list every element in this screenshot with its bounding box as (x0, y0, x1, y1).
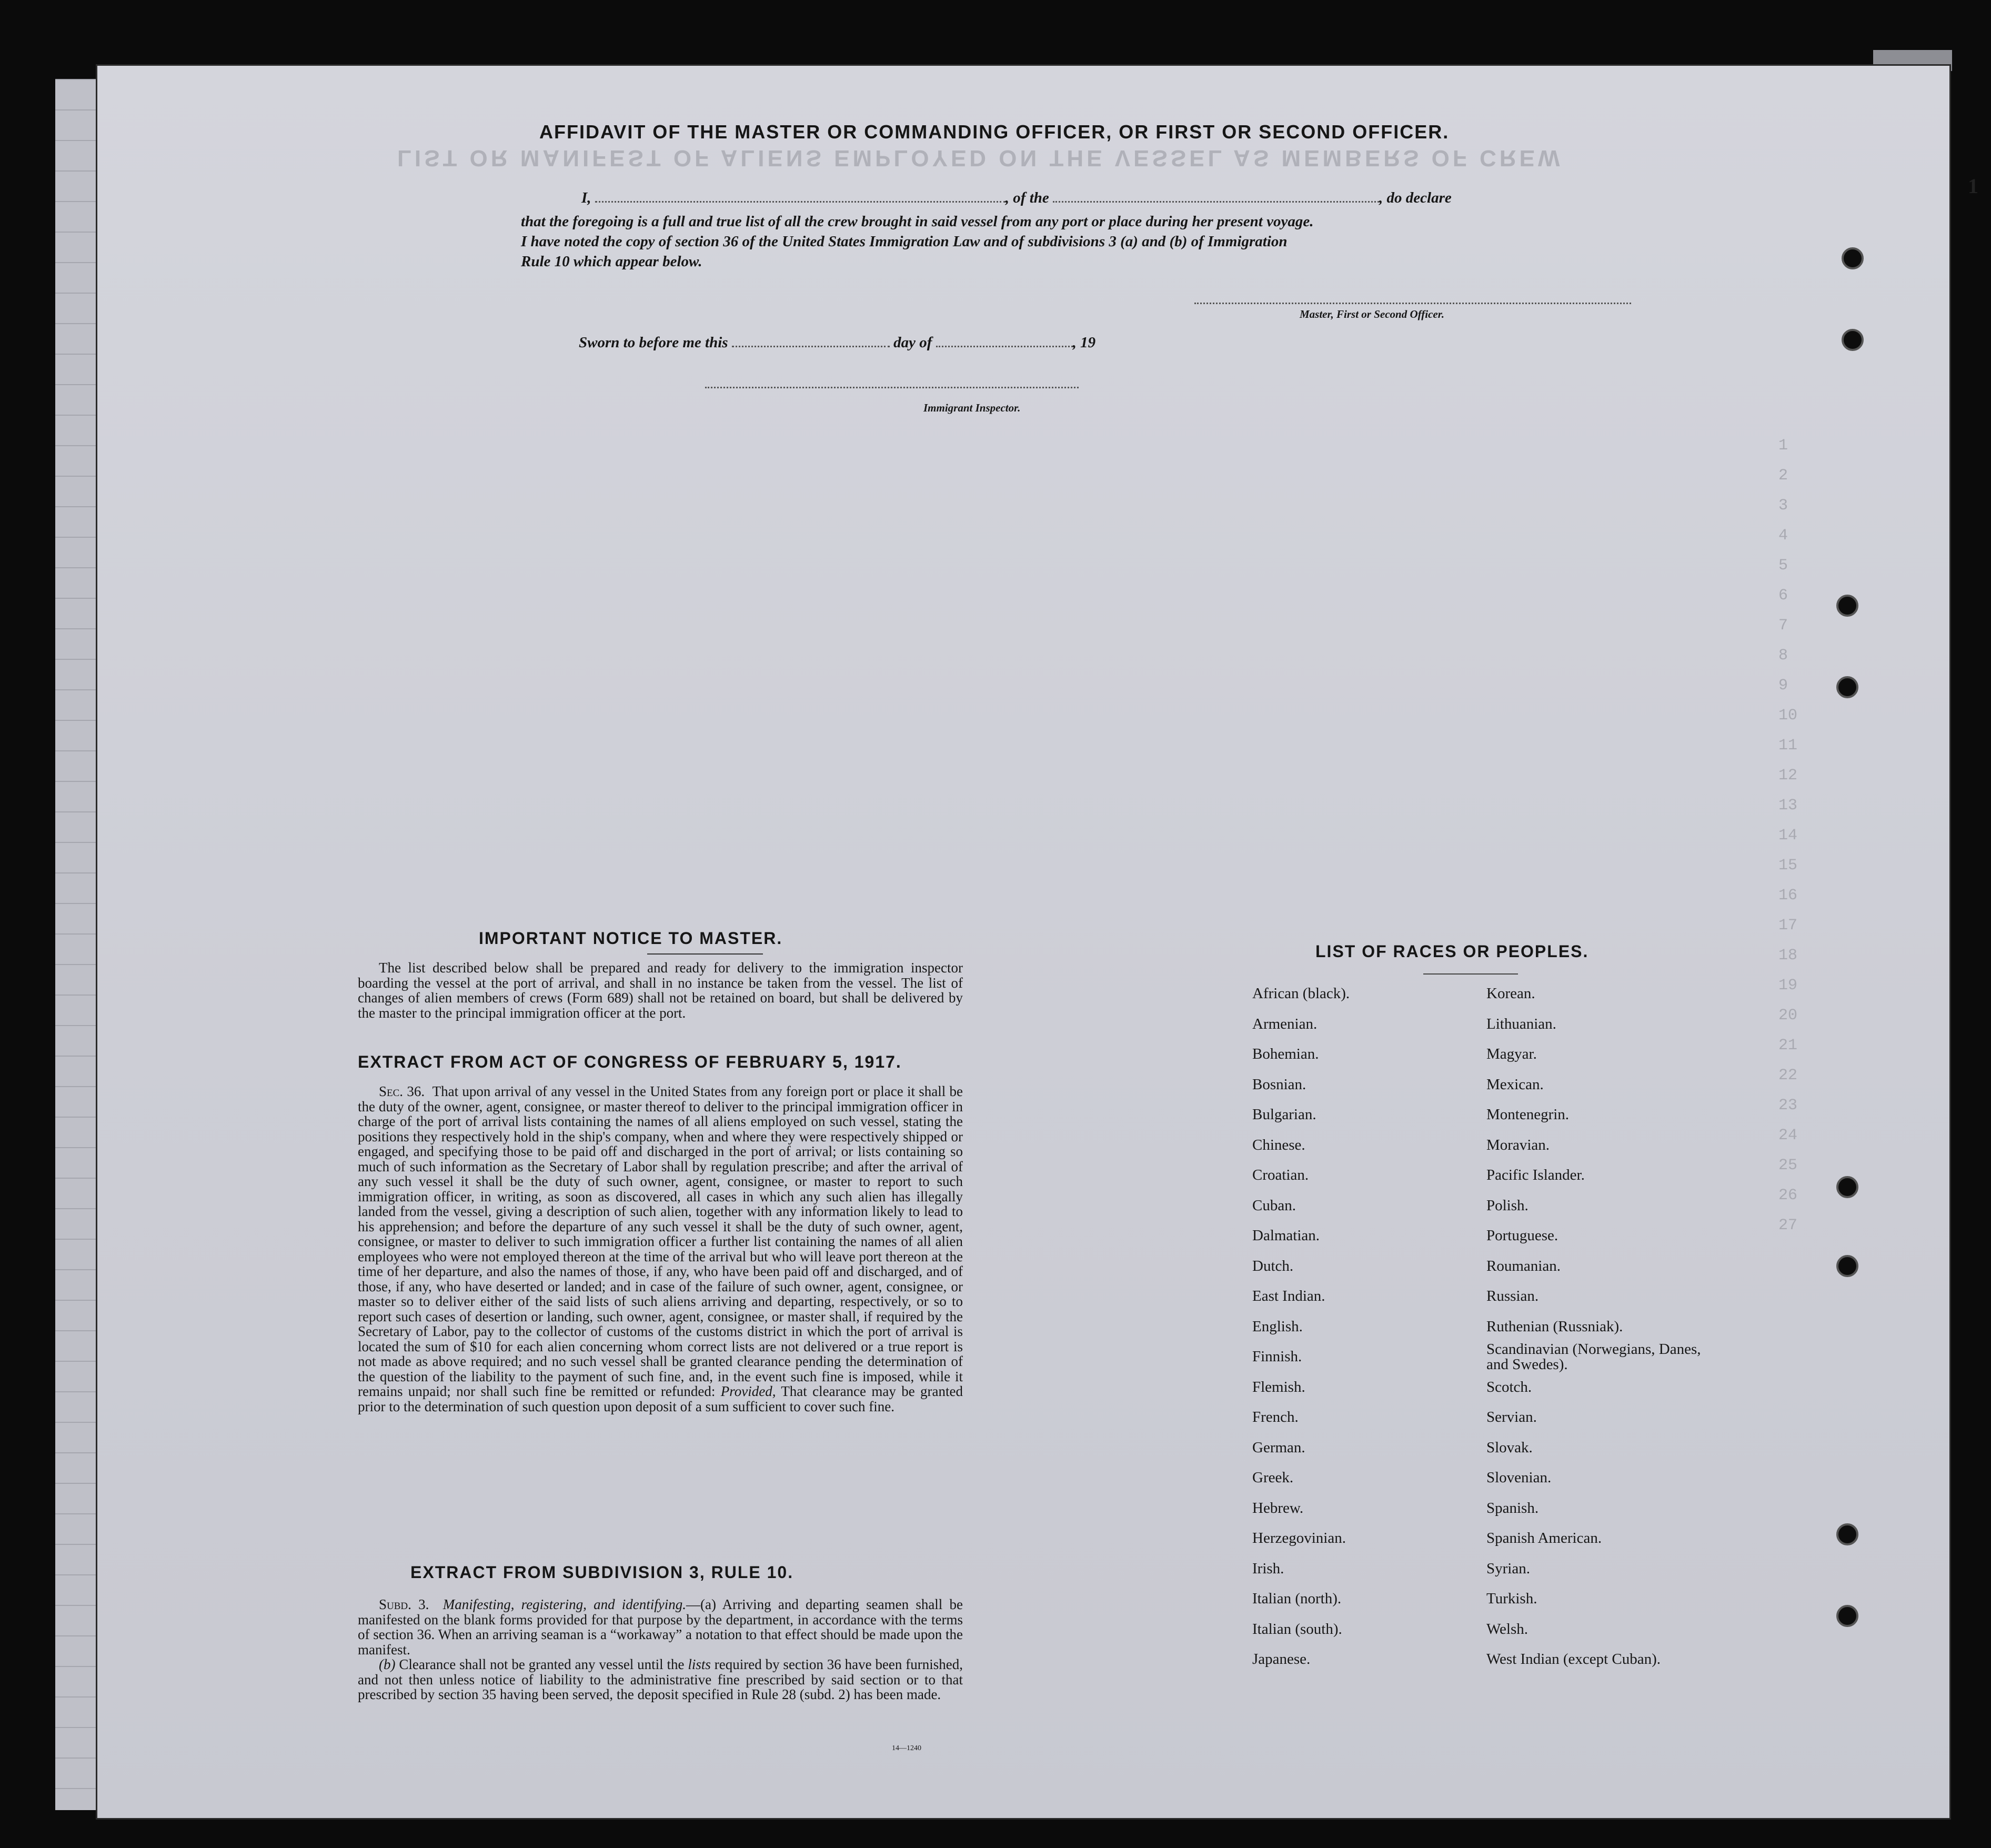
bleed-through-row-number: 24 (1778, 1127, 1798, 1144)
race-item: West Indian (except Cuban). (1486, 1651, 1661, 1668)
race-item: Spanish American. (1486, 1530, 1602, 1546)
extract-rule-text (358, 1597, 963, 1702)
affidavit-title: AFFIDAVIT OF THE MASTER OR COMMANDING OFFICER, OR FIRST OR SECOND OFFICER. (539, 121, 1450, 143)
sworn-month-blank[interactable] (936, 346, 1073, 347)
race-item: Lithuanian. (1486, 1015, 1556, 1032)
affidavit-line-3: I have noted the copy of section 36 of the United States Immigration Law and of subdivisions 3 (a) and (b) of Immigration (521, 233, 1288, 250)
subd-b-text-2: required by section 36 have been furnished, and not then unless notice of liability to the administrative fine prescribed by said section or to that prescribed by section 35 having been served, the deposit specified in Rule 28 (subd. 2) has been made. (358, 1656, 963, 1702)
bleed-through-row-number: 21 (1778, 1037, 1798, 1054)
master-signature-line[interactable] (1194, 303, 1631, 304)
races-underline (1423, 973, 1518, 975)
race-item: Spanish. (1486, 1499, 1539, 1516)
bleed-through-row-number: 1 (1778, 437, 1788, 455)
sworn-day-blank[interactable] (732, 346, 890, 347)
subd-label: Subd. 3. (379, 1596, 429, 1612)
extract-act-title: EXTRACT FROM ACT OF CONGRESS OF FEBRUARY 5, 1917. (358, 1052, 902, 1071)
extract-act-text (358, 1084, 963, 1414)
sworn-text: Sworn to before me this (579, 334, 728, 351)
race-item: Italian (north). (1252, 1590, 1342, 1607)
bleed-through-row-number: 26 (1778, 1187, 1798, 1204)
race-item: Servian. (1486, 1409, 1537, 1425)
race-item: Chinese. (1252, 1136, 1305, 1153)
affidavit-i: I, (581, 189, 591, 206)
subd-a-paragraph (358, 1597, 963, 1657)
race-item: Armenian. (1252, 1015, 1318, 1032)
inspector-signature-line[interactable] (705, 387, 1079, 388)
name-blank[interactable] (595, 201, 1005, 203)
bleed-through-row-number: 7 (1778, 617, 1788, 635)
section-36-paragraph (358, 1084, 963, 1414)
affidavit-line-2: that the foregoing is a full and true list of all the crew brought in said vessel from any port or place during her present voyage. (521, 213, 1314, 230)
race-item: Ruthenian (Russniak). (1486, 1318, 1623, 1335)
race-item: German. (1252, 1439, 1305, 1456)
bleed-through-row-number: 10 (1778, 707, 1798, 725)
affidavit-of-the: , of the (1005, 189, 1049, 206)
bleed-through-row-number: 6 (1778, 587, 1788, 605)
form-number: 14—1240 (892, 1744, 921, 1752)
bleed-through-row-number: 27 (1778, 1217, 1798, 1234)
subd-b-paragraph (358, 1657, 963, 1702)
sec-text-end: That clearance may be granted prior to the determination of such question upon deposit of a sum sufficient to cover such fine. (358, 1383, 963, 1414)
bleed-through-row-number: 8 (1778, 647, 1788, 665)
race-item: Roumanian. (1486, 1257, 1561, 1274)
bleed-through-row-number: 20 (1778, 1007, 1798, 1025)
bleed-through-row-number: 17 (1778, 917, 1798, 935)
sec-text: That upon arrival of any vessel in the United States from any foreign port or place it shall be the duty of the owner, agent, consignee, or master thereof to deliver to the principal immigration officer in charge of the port of arrival lists containing the names of all aliens employed on such vessel, stating the positions they respectively hold in the ship's company, when and where they were respectively shipped or engaged, and specifying those to be paid off and discharged in the port of arrival; or lists containing so much of such information as the Secretary of Labor shall by regulation prescribe; and after the arrival of any such vessel it shall be the duty of such owner, agent, consignee, or master to report to such immigration officer, in writing, as soon as discovered, all cases in which any such alien has illegally landed from the vessel, giving a description of such alien, together with any information likely to lead to his apprehension; and before the departure of any such vessel it shall be the duty of such owner, agent, consignee, or master to deliver to such immigration officer a further list containing the names of all alien employees who were not employed thereon at the time of the arrival but who will leave port thereon at the time of her departure, and also the names of those, if any, who have been paid off and discharged, and of those, if any, who have deserted or landed; and in case of the failure of such owner, agent, consignee, or master so to deliver either of the said lists of such aliens arriving and departing, respectively, or so to report such cases of desertion or landing, such owner, agent, consignee, or master shall, if required by the Secretary of Labor, pay to the collector of customs of the customs district in which the port of arrival is located the sum of $10 for each alien concerning whom correct lists are not delivered or a true report is not made as above required; and no such vessel shall be granted clearance pending the determination of the question of the liability to the payment of such fine, and, in the event such fine is imposed, while it remains unpaid; nor shall such fine be remitted or refunded: (358, 1083, 963, 1399)
affidavit-declare: , do declare (1379, 189, 1452, 206)
bleed-through-row-number: 14 (1778, 827, 1798, 845)
punch-hole (1836, 1176, 1858, 1198)
race-item: Bulgarian. (1252, 1106, 1316, 1123)
race-item: Portuguese. (1486, 1227, 1558, 1244)
punch-hole (1842, 329, 1864, 351)
race-item: Korean. (1486, 985, 1535, 1002)
edge-mark-one: 1 (1968, 174, 1978, 198)
provided-word: Provided, (720, 1383, 776, 1399)
race-item: Croatian. (1252, 1167, 1309, 1183)
races-left-column (1252, 979, 1350, 1675)
punch-hole (1836, 676, 1858, 698)
race-item: Cuban. (1252, 1197, 1296, 1214)
bleed-through-title: LIST OR MANIFEST OF ALIENS EMPLOYED ON THE VESSEL AS MEMBERS OF CREW (397, 145, 1563, 171)
punch-hole (1836, 1523, 1858, 1545)
race-item: Pacific Islander. (1486, 1167, 1585, 1183)
race-item: Japanese. (1252, 1651, 1311, 1668)
notice-underline (647, 953, 763, 955)
document-page (97, 66, 1949, 1818)
race-item: Mexican. (1486, 1076, 1544, 1093)
race-item: Hebrew. (1252, 1499, 1304, 1516)
race-item: Russian. (1486, 1288, 1539, 1304)
race-item: Magyar. (1486, 1046, 1537, 1062)
bleed-through-row-number: 13 (1778, 797, 1798, 815)
race-item: Moravian. (1486, 1136, 1550, 1153)
extract-rule-title: EXTRACT FROM SUBDIVISION 3, RULE 10. (410, 1563, 794, 1582)
race-item: Flemish. (1252, 1378, 1305, 1395)
bleed-through-row-number: 12 (1778, 767, 1798, 785)
race-item: Montenegrin. (1486, 1106, 1570, 1123)
subd-heading: Manifesting, registering, and identifying. (443, 1596, 686, 1612)
notice-title: IMPORTANT NOTICE TO MASTER. (479, 929, 783, 948)
race-item: Polish. (1486, 1197, 1529, 1214)
bleed-through-row-number: 23 (1778, 1097, 1798, 1114)
bleed-through-row-number: 15 (1778, 857, 1798, 875)
race-item: Irish. (1252, 1560, 1284, 1577)
race-item: English. (1252, 1318, 1303, 1335)
notice-paragraph: The list described below shall be prepared and ready for delivery to the immigration inspector boarding the vessel at the port of arrival, and shall in no instance be taken from the vessel. The list of changes of alien members of crews (Form 689) shall not be retained on board, but shall be delivered by the master to the principal immigration officer at the port. (358, 960, 963, 1021)
punch-hole (1842, 247, 1864, 269)
bleed-through-row-number: 9 (1778, 677, 1788, 695)
bleed-through-row-number: 4 (1778, 527, 1788, 545)
bleed-through-row-number: 18 (1778, 947, 1798, 965)
race-item: Turkish. (1486, 1590, 1537, 1607)
race-item: Italian (south). (1252, 1620, 1342, 1638)
punch-hole (1836, 595, 1858, 617)
sworn-year: , 19 (1072, 334, 1096, 351)
race-item: Syrian. (1486, 1560, 1530, 1577)
subd-b-text-1: Clearance shall not be granted any vessel until the (399, 1656, 685, 1672)
subd-b-label: (b) (379, 1656, 396, 1672)
bleed-through-row-number: 5 (1778, 557, 1788, 575)
race-item: Bohemian. (1252, 1046, 1319, 1062)
race-item: Herzegovinian. (1252, 1530, 1346, 1546)
notice-text (358, 960, 963, 1020)
bleed-through-row-number: 2 (1778, 467, 1788, 485)
race-item: Welsh. (1486, 1620, 1529, 1638)
subd-a-text: —(a) Arriving and departing seamen shall be manifested on the blank forms provided for that purpose by the department, in accordance with the terms of section 36. When an arriving seaman is a “workaway” a notation to that effect should be made upon the manifest. (358, 1596, 963, 1658)
sworn-line (579, 334, 1095, 351)
race-item: African (black). (1252, 985, 1350, 1002)
bleed-through-row-number: 22 (1778, 1067, 1798, 1084)
race-item: Finnish. (1252, 1348, 1302, 1365)
inspector-label: Immigrant Inspector. (923, 401, 1021, 414)
bleed-through-row-number: 16 (1778, 887, 1798, 905)
race-item: Scandinavian (Norwegians, Danes, and Swedes). (1486, 1341, 1701, 1373)
race-item: Dutch. (1252, 1257, 1294, 1274)
race-item: Bosnian. (1252, 1076, 1306, 1093)
race-item: Slovak. (1486, 1439, 1533, 1456)
vessel-blank[interactable] (1053, 201, 1379, 203)
race-item: Dalmatian. (1252, 1227, 1320, 1244)
race-item: Slovenian. (1486, 1469, 1552, 1486)
sec-label: Sec. 36. (379, 1083, 425, 1099)
sworn-day-of: day of (893, 334, 932, 351)
subd-b-lists: lists (688, 1656, 711, 1672)
bleed-through-row-number: 11 (1778, 737, 1798, 755)
affidavit-line-4: Rule 10 which appear below. (521, 253, 702, 270)
race-item: Scotch. (1486, 1378, 1532, 1395)
affidavit-line-1 (581, 189, 1452, 207)
races-title: LIST OF RACES OR PEOPLES. (1315, 942, 1589, 961)
master-label: Master, First or Second Officer. (1300, 308, 1444, 320)
bleed-through-row-number: 25 (1778, 1157, 1798, 1174)
races-right-column (1486, 979, 1713, 1675)
race-item: East Indian. (1252, 1288, 1325, 1304)
race-item: French. (1252, 1409, 1299, 1425)
punch-hole (1836, 1255, 1858, 1277)
race-item: Greek. (1252, 1469, 1294, 1486)
bleed-through-row-number: 3 (1778, 497, 1788, 515)
bleed-through-row-number: 19 (1778, 977, 1798, 995)
punch-hole (1836, 1605, 1858, 1627)
